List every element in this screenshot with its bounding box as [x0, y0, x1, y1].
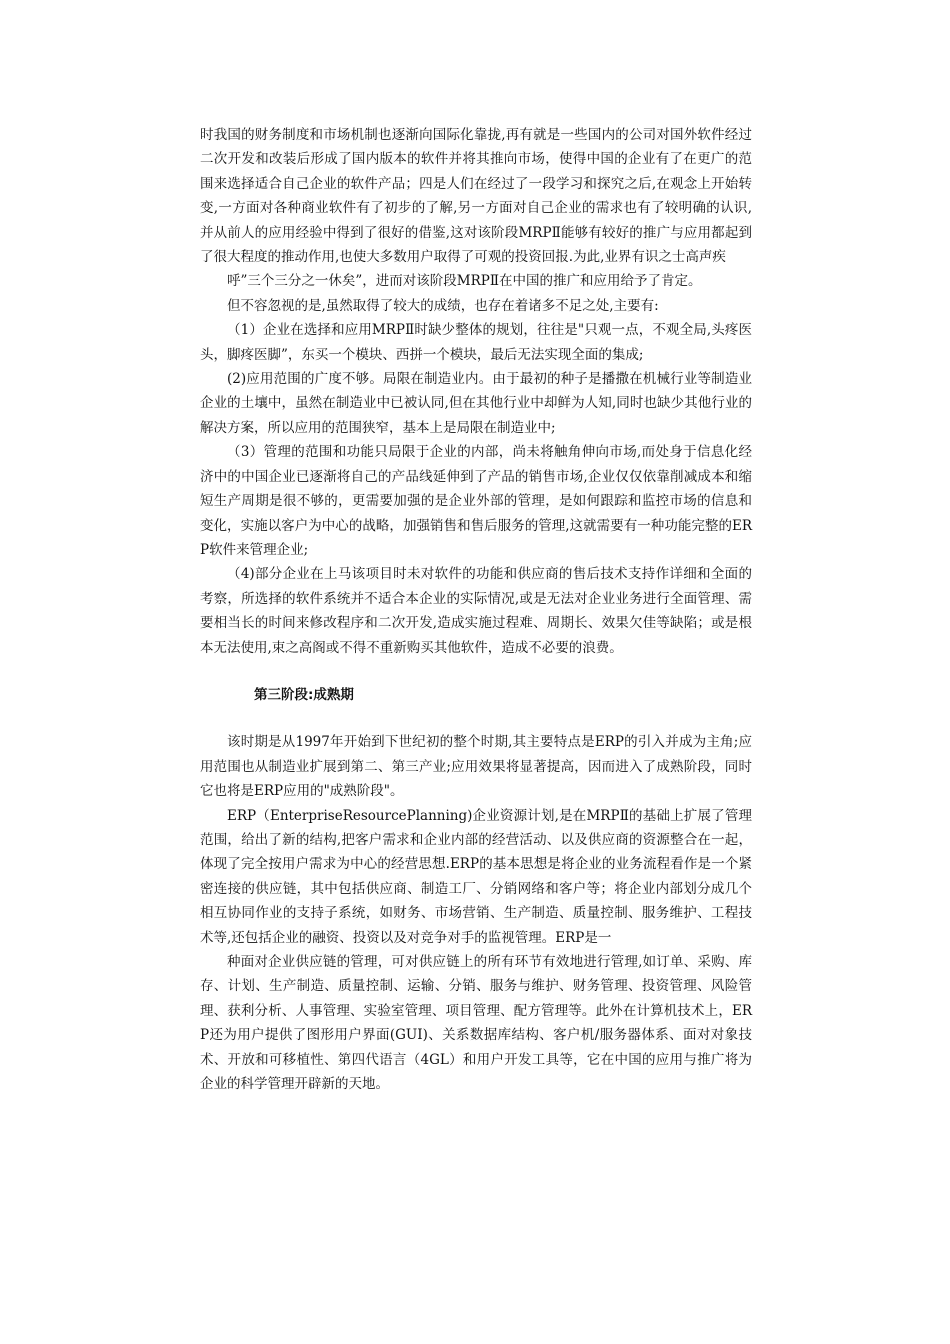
paragraph-5: ERP（EnterpriseResourcePlanning)企业资源计划,是在MRPⅡ的基础上扩展了管理范围，给出了新的结构,把客户需求和企业内部的经营活动、以及供应商的资源整合在一起，体现了完全按用户需求为中心的经营思想.ERP的基本思想是将企业的业务流程看作是一个紧密连接的供应链，其中包括供应商、制造工厂、分销网络和客户等；将企业内部划分成几个相互协同作业的支持子系统，如财务、市场营销、生产制造、质量控制、服务维护、工程技术等,还包括企业的融资、投资以及对竞争对手的监视管理。ERP是一 [200, 807, 752, 946]
paragraph-6: 种面对企业供应链的管理，可对供应链上的所有环节有效地进行管理,如订单、采购、库存、计划、生产制造、质量控制、运输、分销、服务与维护、财务管理、投资管理、风险管理、获利分析、人事管理、实验室管理、项目管理、配方管理等。此外在计算机技术上，ERP还为用户提供了图形用户界面(GUI)、关系数据库结构、客户机/服务器体系、面对对象技术、开放和可移植性、第四代语言（4GL）和用户开发工具等，它在中国的应用与推广将为企业的科学管理开辟新的天地。 [200, 954, 752, 1093]
list-item-4: （4)部分企业在上马该项目时未对软件的功能和供应商的售后技术支持作详细和全面的考察，所选择的软件系统并不适合本企业的实际情况,或是无法对企业业务进行全面管理、需要相当长的时间来修改程序和二次开发,造成实施过程难、周期长、效果欠佳等缺陷；或是根本无法使用,束之高阁或不得不重新购买其他软件，造成不必要的浪费。 [200, 566, 752, 656]
document-body [200, 123, 752, 1096]
list-item-1: （1）企业在选择和应用MRPⅡ时缺少整体的规划，往往是"只观一点，不观全局,头疼医头，脚疼医脚”，东买一个模块、西拼一个模块，最后无法实现全面的集成; [200, 322, 752, 363]
paragraph-4: 该时期是从1997年开始到下世纪初的整个时期,其主要特点是ERP的引入并成为主角;应用范围也从制造业扩展到第二、第三产业;应用效果将显著提高，因而进入了成熟阶段，同时它也将是ERP应用的"成熟阶段"。 [200, 734, 752, 800]
paragraph-2: 呼”三个三分之一休矣”，进而对该阶段MRPⅡ在中国的推广和应用给予了肯定。 [227, 273, 702, 290]
list-item-2: (2)应用范围的广度不够。局限在制造业内。由于最初的种子是播撒在机械行业等制造业企业的土壤中，虽然在制造业中已被认同,但在其他行业中却鲜为人知,同时也缺少其他行业的解决方案，所以应用的范围狭窄，基本上是局限在制造业中; [200, 371, 752, 436]
paragraph-1: 时我国的财务制度和市场机制也逐渐向国际化靠拢,再有就是一些国内的公司对国外软件经过二次开发和改装后形成了国内版本的软件并将其推向市场，使得中国的企业有了在更广的范围来选择适合自己企业的软件产品；四是人们在经过了一段学习和探究之后,在观念上开始转变,一方面对各种商业软件有了初步的了解,另一方面对自己企业的需求也有了较明确的认识,并从前人的应用经验中得到了很好的借鉴,这对该阶段MRPⅡ能够有较好的推广与应用都起到了很大程度的推动作用,也使大多数用户取得了可观的投资回报.为此,业界有识之士高声疾 [200, 127, 752, 266]
paragraph-3: 但不容忽视的是,虽然取得了较大的成绩，也存在着诸多不足之处,主要有: [227, 297, 659, 314]
list-item-3: （3）管理的范围和功能只局限于企业的内部，尚未将触角伸向市场,而处身于信息化经济中的中国企业已逐渐将自己的产品线延伸到了产品的销售市场,企业仅仅依靠削减成本和缩短生产周期是很不够的，更需要加强的是企业外部的管理，是如何跟踪和监控市场的信息和变化，实施以客户为中心的战略，加强销售和售后服务的管理,这就需要有一种功能完整的ERP软件来管理企业; [200, 444, 752, 558]
section-heading: 第三阶段:成熟期 [254, 686, 354, 703]
